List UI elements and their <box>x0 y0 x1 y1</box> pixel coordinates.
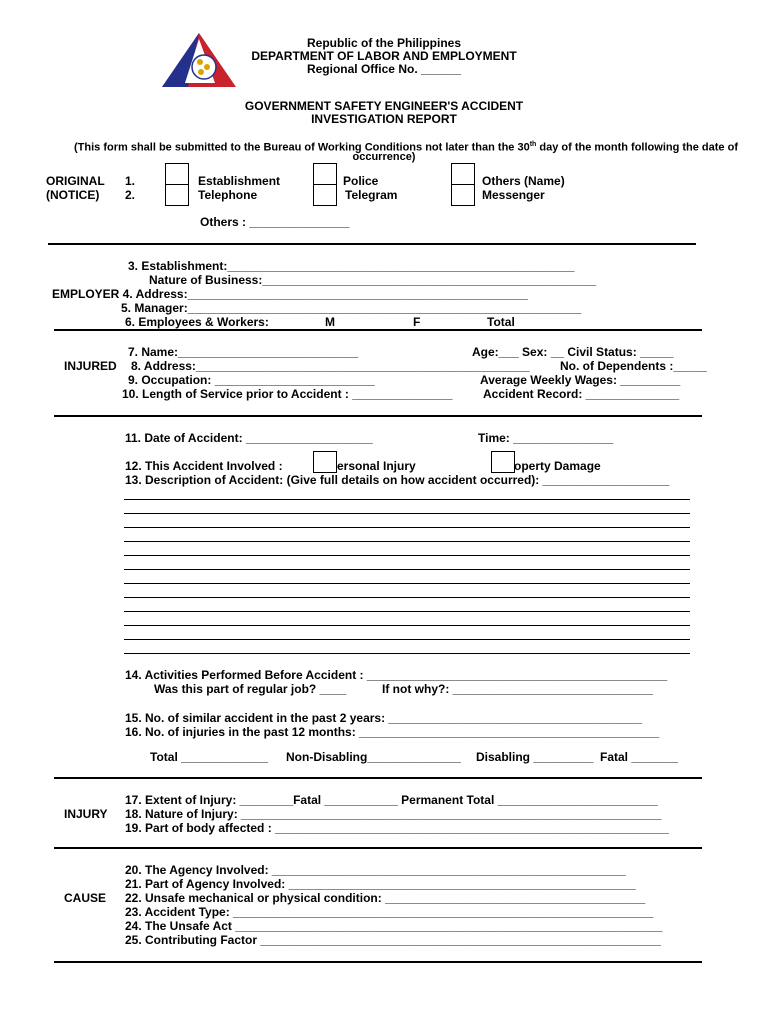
description-line[interactable] <box>124 653 690 654</box>
notice-number-1: 1. <box>125 174 136 188</box>
nature-of-business-field[interactable]: Nature of Business:__________________________________________________ <box>149 273 597 287</box>
personal-injury-checkbox[interactable] <box>313 451 337 473</box>
original-label: ORIGINAL <box>46 174 105 188</box>
others-name-checkbox[interactable] <box>451 163 475 185</box>
submission-note-end: occurrence) <box>352 151 416 163</box>
section-divider <box>48 243 696 245</box>
telegram-checkbox[interactable] <box>313 184 337 206</box>
agency-involved-field[interactable]: 20. The Agency Involved: _____________________________________________________ <box>125 863 626 877</box>
form-title: GOVERNMENT SAFETY ENGINEER'S ACCIDENT <box>244 99 524 113</box>
nature-of-injury-field[interactable]: 18. Nature of Injury: _______________________________________________________________ <box>125 807 662 821</box>
contributing-factor-field[interactable]: 25. Contributing Factor ____________________________________________________________ <box>125 933 661 947</box>
section-divider <box>54 847 702 849</box>
fatal-field[interactable]: Fatal _______ <box>600 750 679 764</box>
description-line[interactable] <box>124 541 690 542</box>
injured-address-field[interactable]: 8. Address:__________________________________________________ <box>131 359 530 373</box>
messenger-label: Messenger <box>482 188 545 202</box>
dependents-field[interactable]: No. of Dependents :_____ <box>560 359 707 373</box>
part-of-agency-field[interactable]: 21. Part of Agency Involved: ____________________________________________________ <box>125 877 636 891</box>
description-line[interactable] <box>124 513 690 514</box>
police-label: Police <box>343 174 379 188</box>
unsafe-condition-field[interactable]: 22. Unsafe mechanical or physical condition: _______________________________________ <box>125 891 646 905</box>
cause-label: CAUSE <box>64 891 107 905</box>
description-line[interactable] <box>124 527 690 528</box>
employer-address-field[interactable]: EMPLOYER 4. Address:___________________________________________________ <box>52 287 528 301</box>
manager-field[interactable]: 5. Manager:___________________________________________________________ <box>121 301 582 315</box>
activities-field[interactable]: 14. Activities Performed Before Accident : _____________________________________________ <box>125 668 668 682</box>
telegram-label: Telegram <box>345 188 398 202</box>
others-name-label: Others (Name) <box>482 174 565 188</box>
description-line[interactable] <box>124 499 690 500</box>
section-divider <box>54 777 702 779</box>
regional-office-line: Regional Office No. ______ <box>306 62 462 76</box>
notice-label: (NOTICE) <box>46 188 100 202</box>
section-divider <box>54 415 702 417</box>
part-of-body-field[interactable]: 19. Part of body affected : ___________________________________________________________ <box>125 821 669 835</box>
notice-number-2: 2. <box>125 188 136 202</box>
description-line[interactable] <box>124 639 690 640</box>
dole-logo <box>160 31 238 89</box>
employees-workers-label: 6. Employees & Workers: <box>125 315 269 329</box>
injured-name-field[interactable]: 7. Name:___________________________ <box>128 345 359 359</box>
non-disabling-field[interactable]: Non-Disabling______________ <box>286 750 461 764</box>
republic-line: Republic of the Philippines <box>306 36 461 50</box>
accident-involved-label: 12. This Accident Involved : <box>125 459 283 473</box>
others-field[interactable]: Others : _______________ <box>200 215 350 229</box>
time-field[interactable]: Time: _______________ <box>478 431 614 445</box>
if-not-why-field[interactable]: If not why?: ______________________________ <box>382 682 653 696</box>
age-sex-status-field[interactable]: Age:___ Sex: __ Civil Status: _____ <box>472 345 674 359</box>
injury-label: INJURY <box>64 807 108 821</box>
extent-of-injury-field[interactable]: 17. Extent of Injury: ________Fatal ___________ Permanent Total ________________________ <box>125 793 658 807</box>
total-count: Total <box>487 315 515 329</box>
submission-note: (This form shall be submitted to the Bureau of Working Conditions not later than the 30th day of the month following the date of <box>74 141 738 154</box>
male-count: M <box>325 315 335 329</box>
establishment-field[interactable]: 3. Establishment:____________________________________________________ <box>128 259 575 273</box>
length-of-service-field[interactable]: 10. Length of Service prior to Accident : _______________ <box>122 387 453 401</box>
total-injuries-field[interactable]: Total _____________ <box>150 750 268 764</box>
weekly-wages-field[interactable]: Average Weekly Wages: _________ <box>480 373 681 387</box>
injured-label: INJURED <box>64 359 117 373</box>
telephone-label: Telephone <box>198 188 258 202</box>
establishment-checkbox[interactable] <box>165 163 189 185</box>
form-subtitle: INVESTIGATION REPORT <box>311 112 457 126</box>
telephone-checkbox[interactable] <box>165 184 189 206</box>
description-line[interactable] <box>124 555 690 556</box>
female-count: F <box>413 315 421 329</box>
police-checkbox[interactable] <box>313 163 337 185</box>
section-divider <box>54 961 702 963</box>
description-line[interactable] <box>124 569 690 570</box>
property-damage-checkbox[interactable] <box>491 451 515 473</box>
section-divider <box>54 329 702 331</box>
description-line[interactable] <box>124 611 690 612</box>
unsafe-act-field[interactable]: 24. The Unsafe Act ________________________________________________________________ <box>125 919 663 933</box>
description-line[interactable] <box>124 625 690 626</box>
date-of-accident-field[interactable]: 11. Date of Accident: ___________________ <box>125 431 373 445</box>
messenger-checkbox[interactable] <box>451 184 475 206</box>
regular-job-field[interactable]: Was this part of regular job? ____ <box>154 682 347 696</box>
personal-injury-label: ersonal Injury <box>337 459 416 473</box>
accident-record-field[interactable]: Accident Record: ______________ <box>483 387 680 401</box>
injuries-12-months-field[interactable]: 16. No. of injuries in the past 12 months: _____________________________________________ <box>125 725 660 739</box>
description-field[interactable]: 13. Description of Accident: (Give full details on how accident occurred): ___________________ <box>125 473 670 487</box>
accident-type-field[interactable]: 23. Accident Type: _______________________________________________________________ <box>125 905 654 919</box>
description-line[interactable] <box>124 583 690 584</box>
similar-accidents-field[interactable]: 15. No. of similar accident in the past 2 years: ______________________________________ <box>125 711 643 725</box>
description-line[interactable] <box>124 597 690 598</box>
property-damage-label: operty Damage <box>514 459 601 473</box>
disabling-field[interactable]: Disabling _________ <box>476 750 594 764</box>
occupation-field[interactable]: 9. Occupation: ________________________ <box>128 373 375 387</box>
department-line: DEPARTMENT OF LABOR AND EMPLOYMENT <box>251 49 517 63</box>
establishment-label: Establishment <box>198 174 281 188</box>
